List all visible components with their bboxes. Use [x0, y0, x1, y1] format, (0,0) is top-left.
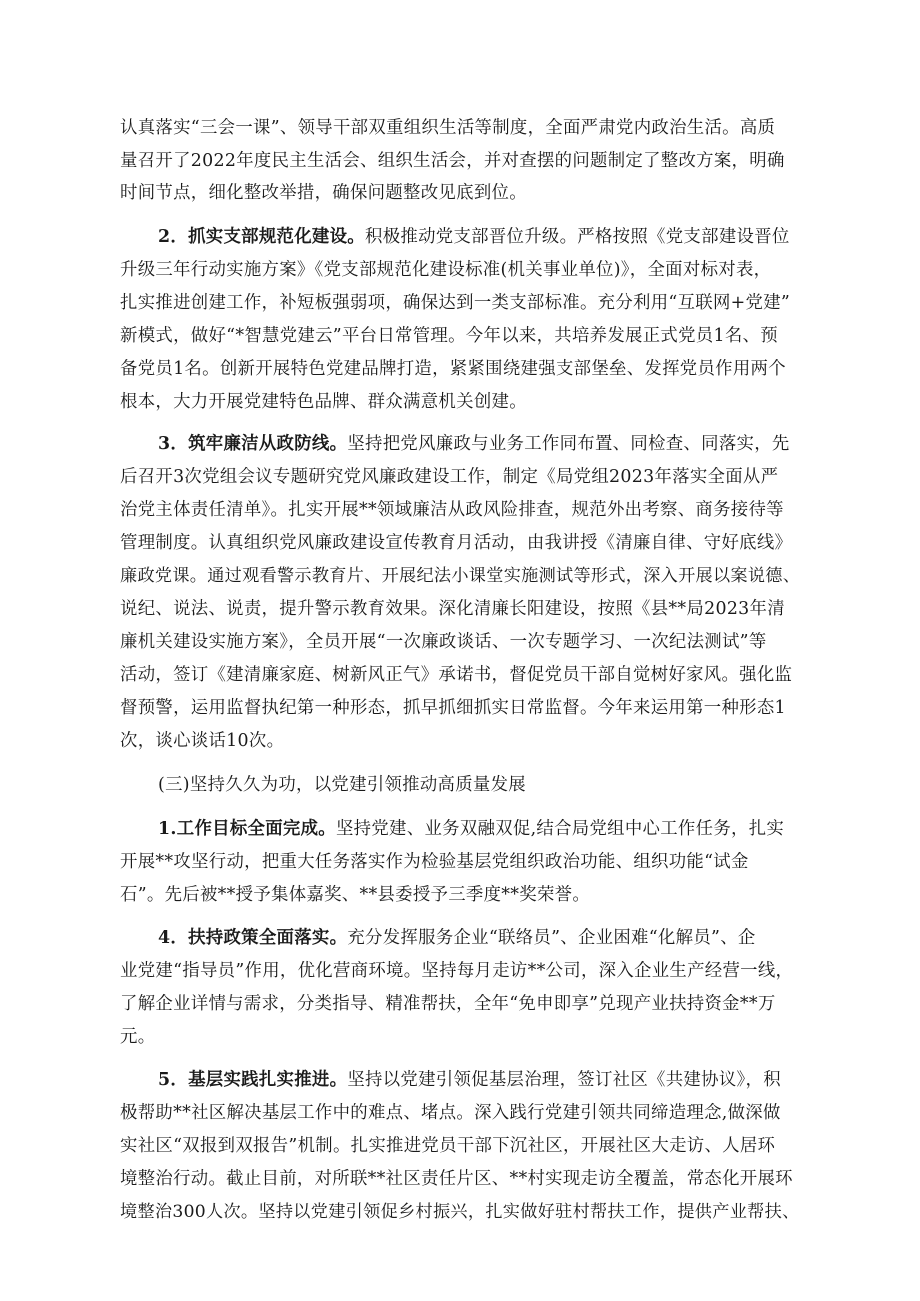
item-4-first-line — [158, 926, 756, 950]
section-heading: (三)坚持久久为功，以党建引领推动高质量发展 — [158, 775, 526, 795]
item-3-heading: 3．筑牢廉洁从政防线。 — [158, 434, 348, 454]
item-5-text: 坚持以党建引领促基层治理，签订社区《共建协议》，积 — [347, 1070, 781, 1090]
item-5-first-line — [158, 1068, 781, 1092]
paragraph-line: 业党建“指导员”作用，优化营商环境。坚持每月走访**公司，深入企业生产经营一线， — [120, 961, 794, 981]
paragraph-line: 石”。先后被**授予集体嘉奖、**县委授予三季度**奖荣誉。 — [120, 885, 591, 905]
item-1-heading: 1.工作目标全面完成。 — [158, 819, 336, 839]
item-4-heading: 4．扶持政策全面落实。 — [158, 928, 348, 948]
paragraph-line: 时间节点，细化整改举措，确保问题整改见底到位。 — [120, 183, 527, 203]
item-2-heading: 2．抓实支部规范化建设。 — [158, 227, 365, 247]
paragraph-line: 廉机关建设实施方案》，全员开展“一次廉政谈话、一次专题学习、一次纪法测试”等 — [120, 632, 767, 652]
item-3-text: 坚持把党风廉政与业务工作同布置、同检查、同落实，先 — [347, 434, 790, 454]
paragraph-line: 境整治行动。截止目前，对所联**社区责任片区、**村实现走访全覆盖，常态化开展环 — [120, 1169, 793, 1189]
paragraph-line: 治党主体责任清单》。扎实开展**领域廉洁从政风险排查，规范外出考察、商务接待等 — [120, 500, 784, 520]
paragraph-line: 境整治300人次。坚持以党建引领促乡村振兴，扎实做好驻村帮扶工作，提供产业帮扶、 — [120, 1202, 800, 1222]
paragraph-line: 极帮助**社区解决基层工作中的难点、堵点。深入践行党建引领共同缔造理念,做深做 — [120, 1103, 781, 1123]
paragraph-line: 扎实推进创建工作，补短板强弱项，确保达到一类支部标准。充分利用“互联网+党建” — [120, 293, 791, 313]
paragraph-line: 元。 — [120, 1027, 156, 1047]
paragraph-line: 认真落实“三会一课”、领导干部双重组织生活等制度，全面严肃党内政治生活。高质 — [120, 118, 776, 138]
paragraph-line: 根本，大力开展党建特色品牌、群众满意机关创建。 — [120, 392, 527, 412]
paragraph-line: 了解企业详情与需求，分类指导、精准帮扶，全年“免申即享”兑现产业扶持资金**万 — [120, 994, 776, 1014]
paragraph-line: 开展**攻坚行动，把重大任务落实作为检验基层党组织政治功能、组织功能“试金 — [120, 852, 749, 872]
paragraph-line: 升级三年行动实施方案》《党支部规范化建设标准(机关事业单位)》，全面对标对表， — [120, 260, 772, 280]
paragraph-line: 备党员1名。创新开展特色党建品牌打造，紧紧围绕建强支部堡垒、发挥党员作用两个 — [120, 359, 786, 379]
paragraph-line: 活动，签订《建清廉家庭、树新风正气》承诺书，督促党员干部自觉树好家风。强化监 — [120, 665, 793, 685]
paragraph-line: 后召开3次党组会议专题研究党风廉政建设工作，制定《局党组2023年落实全面从严 — [120, 467, 779, 487]
item-2-text: 积极推动党支部晋位升级。严格按照《党支部建设晋位 — [365, 227, 790, 247]
paragraph-line: 次，谈心谈话10次。 — [120, 731, 285, 751]
paragraph-line: 管理制度。认真组织党风廉政建设宣传教育月活动，由我讲授《清廉自律、守好底线》 — [120, 533, 793, 553]
item-5-heading: 5．基层实践扎实推进。 — [158, 1070, 348, 1090]
paragraph-line: 新模式，做好“*智慧党建云”平台日常管理。今年以来，共培养发展正式党员1名、预 — [120, 326, 778, 346]
paragraph-line: 实社区“双报到双报告”机制。扎实推进党员干部下沉社区，开展社区大走访、人居环 — [120, 1136, 776, 1156]
item-3-first-line — [158, 432, 790, 456]
paragraph-line: 量召开了2022年度民主生活会、组织生活会，并对查摆的问题制定了整改方案，明确 — [120, 151, 785, 171]
paragraph-line: 督预警，运用监督执纪第一种形态，抓早抓细抓实日常监督。今年来运用第一种形态1 — [120, 698, 786, 718]
item-2-first-line — [158, 225, 790, 249]
item-1-text: 坚持党建、业务双融双促,结合局党组中心工作任务，扎实 — [335, 819, 785, 839]
item-4-text: 充分发挥服务企业“联络员”、企业困难“化解员”、企 — [347, 928, 756, 948]
paragraph-line: 说纪、说法、说责，提升警示教育效果。深化清廉长阳建设，按照《县**局2023年清 — [120, 599, 785, 619]
paragraph-line: 廉政党课。通过观看警示教育片、开展纪法小课堂实施测试等形式，深入开展以案说德、 — [120, 566, 801, 586]
item-1-first-line — [158, 817, 784, 841]
